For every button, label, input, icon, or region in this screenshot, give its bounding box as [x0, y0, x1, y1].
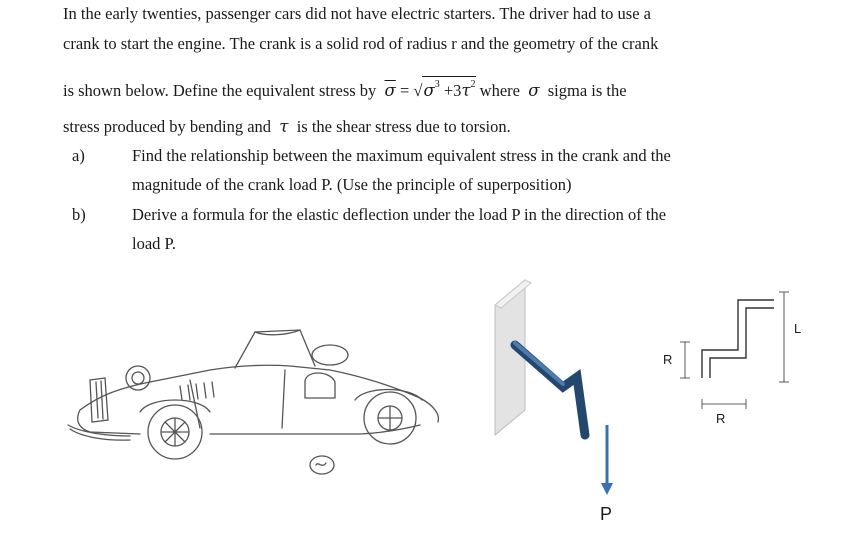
plus-three: +3: [443, 81, 462, 100]
dim-r-vertical-label: R: [663, 352, 673, 367]
line3-where: where: [479, 81, 520, 100]
sqrt-sign: √: [413, 81, 423, 100]
line4-end: is the shear stress due to torsion.: [296, 117, 511, 136]
dim-r-vertical: [680, 342, 690, 378]
dim-l-label: L: [794, 321, 802, 336]
sigma-exponent: 3: [434, 79, 440, 90]
crank-outline: [702, 300, 774, 378]
line4-start: stress produced by bending and: [63, 117, 272, 136]
problem-line-3: [63, 76, 627, 101]
sigma-term: σ: [423, 81, 435, 100]
tau-symbol: τ: [279, 117, 289, 136]
sigma-bar: $\overline{\sigma}$: [384, 81, 396, 100]
item-a-line-1: Find the relationship between the maximum equivalent stress in the crank and the: [132, 146, 671, 165]
radicand: [422, 76, 475, 99]
item-b-label: b): [72, 205, 86, 224]
line3-end: sigma is the: [547, 81, 627, 100]
item-b-line-2: load P.: [132, 234, 177, 253]
vintage-car-sketch: [60, 300, 480, 480]
crank-figure: [485, 275, 655, 530]
load-label: P: [600, 504, 613, 524]
item-a-label: a): [72, 146, 85, 165]
item-b-line-1: Derive a formula for the elastic deflection under the load P in the direction of the: [132, 205, 667, 224]
tau-term: τ: [461, 81, 471, 100]
equals: =: [399, 81, 410, 100]
problem-line-1: In the early twenties, passenger cars did not have electric starters. The driver had to use a: [63, 4, 651, 23]
load-arrow-head: [601, 483, 613, 495]
problem-line-4: [63, 117, 511, 137]
line3-start: is shown below. Define the equivalent stress by: [63, 81, 377, 100]
item-a-line-2: magnitude of the crank load P. (Use the principle of superposition): [132, 175, 572, 194]
equivalent-stress-formula: [380, 76, 475, 101]
tau-exponent: 2: [470, 79, 476, 90]
dim-r-horizontal: [702, 399, 746, 409]
dimension-diagram: [650, 278, 850, 438]
dim-r-horizontal-label: R: [716, 411, 726, 426]
dim-l: [779, 292, 789, 382]
problem-line-2: crank to start the engine. The crank is a solid rod of radius r and the geometry of the crank: [63, 34, 659, 53]
sigma-symbol: σ: [528, 81, 540, 100]
